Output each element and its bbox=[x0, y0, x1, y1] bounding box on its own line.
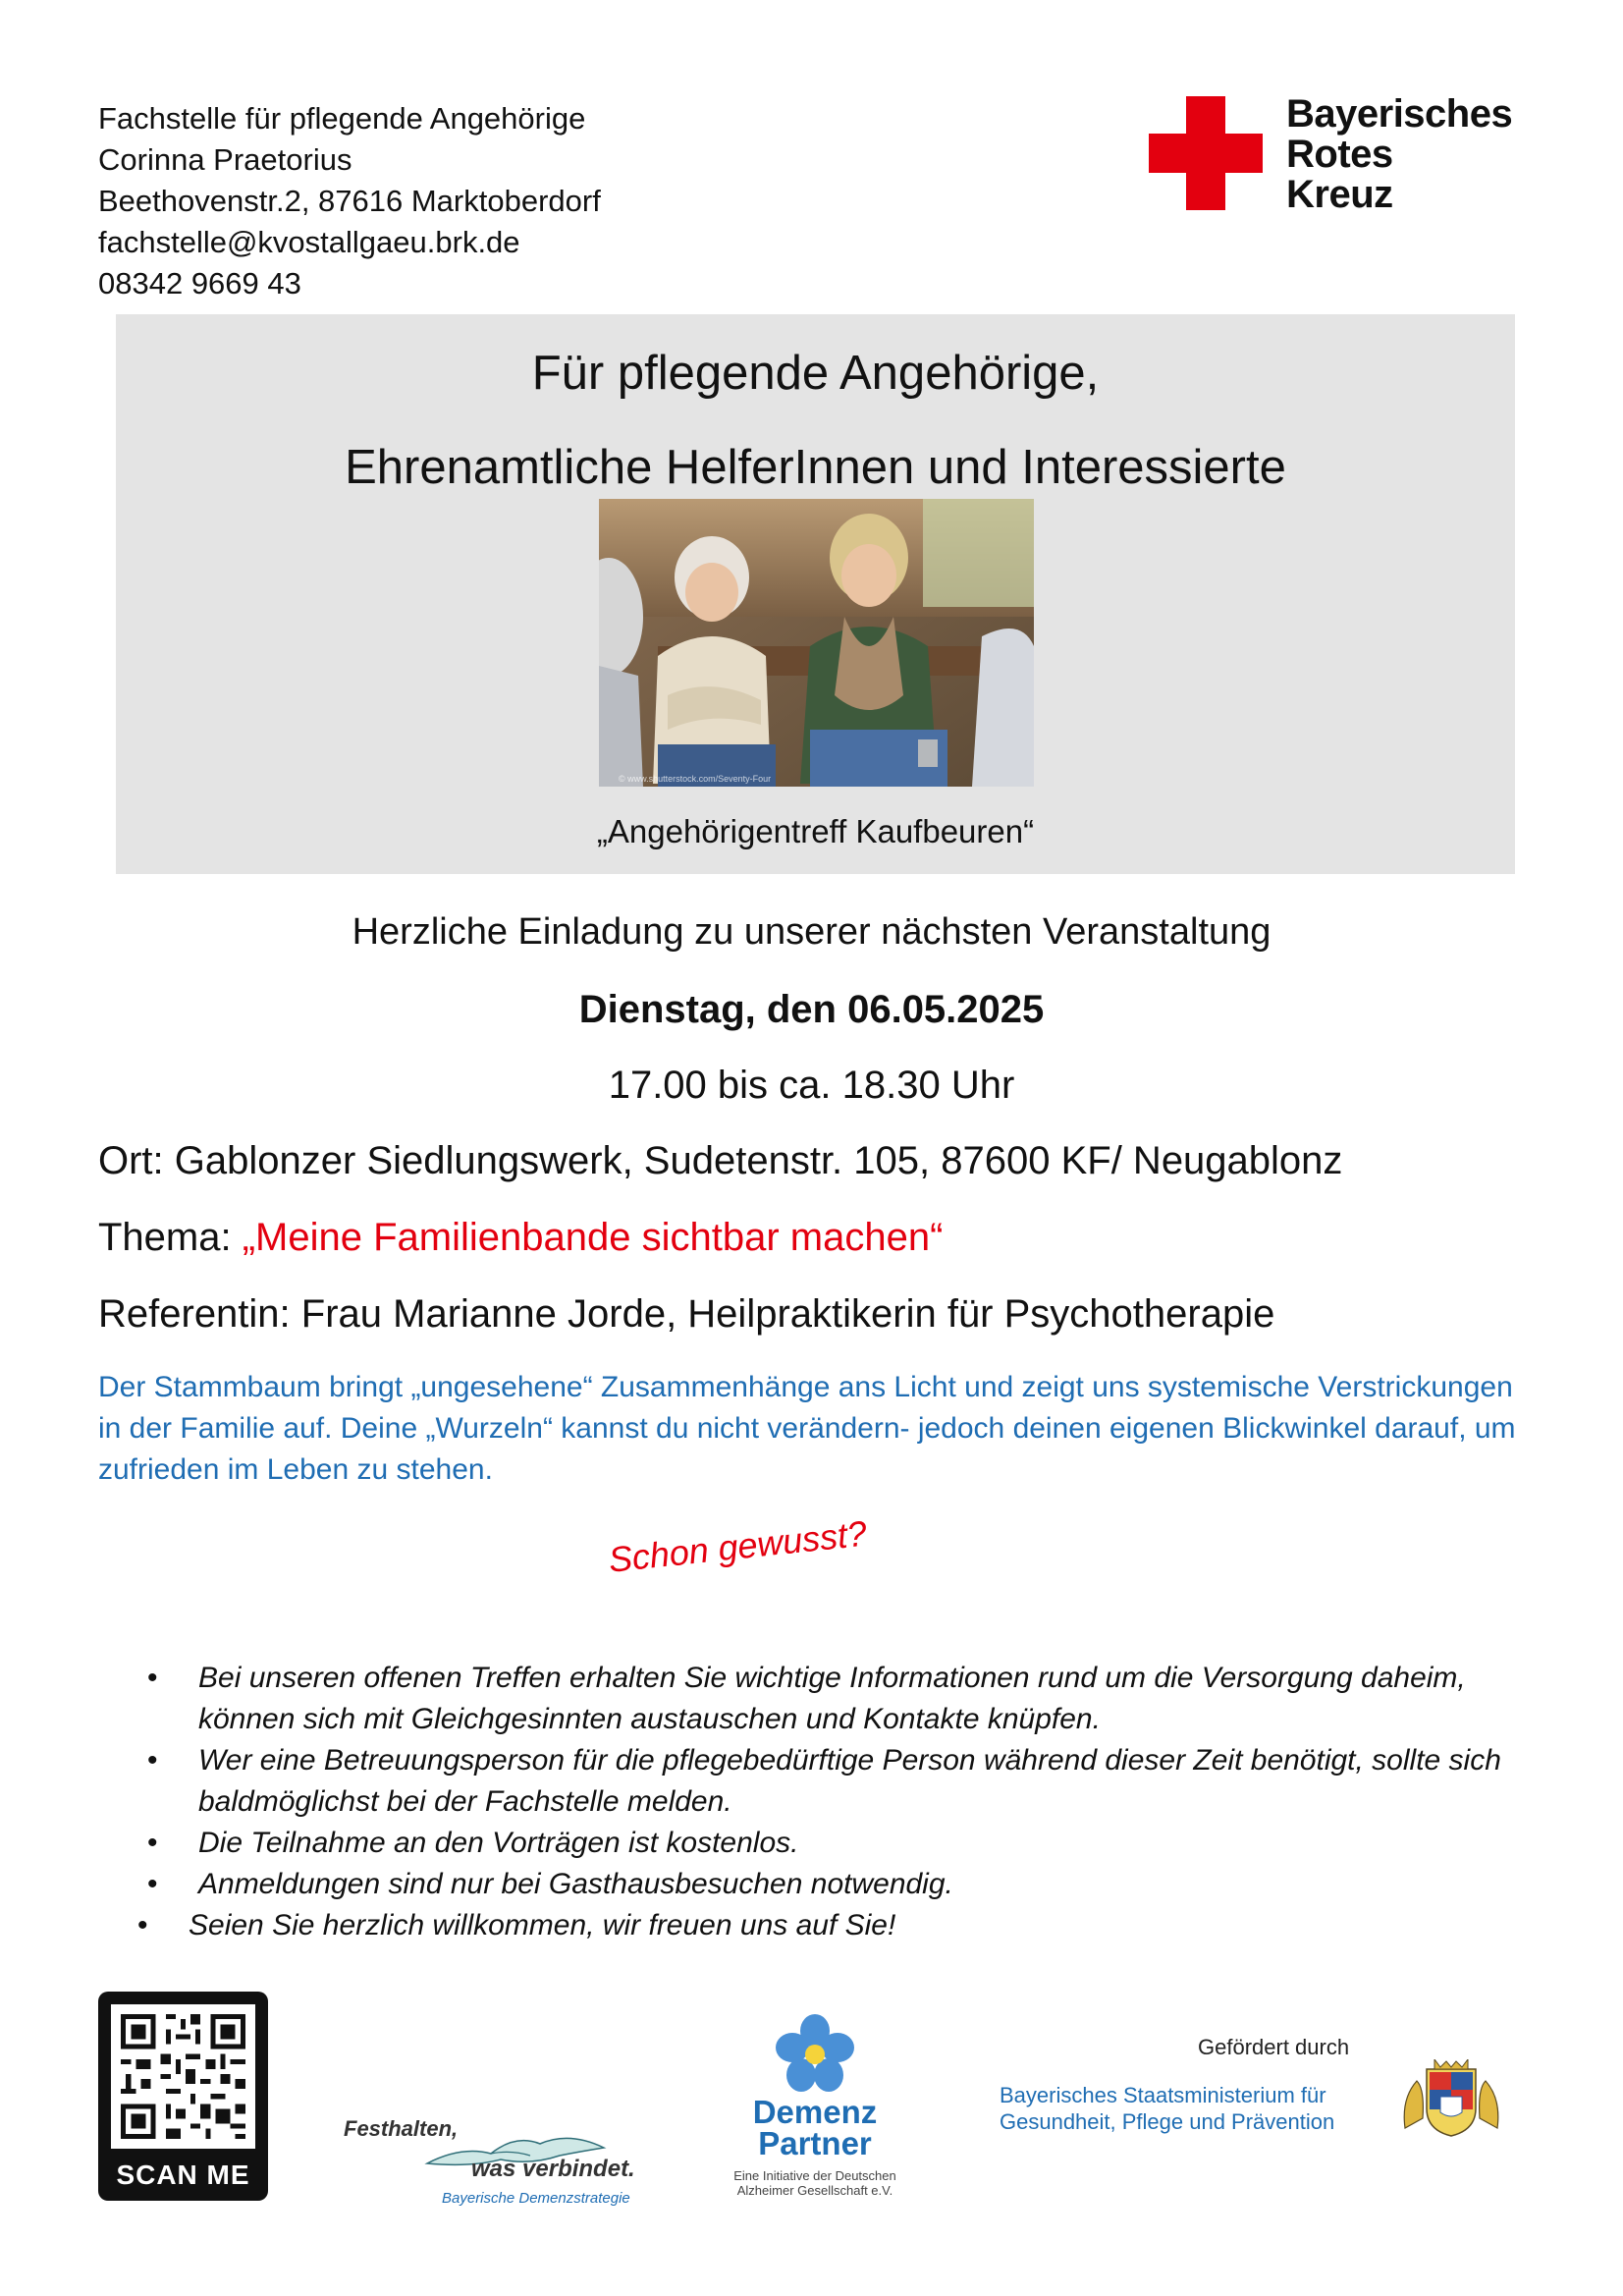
list-item: • Seien Sie herzlich willkommen, wir freuen uns auf Sie! bbox=[137, 1905, 1542, 1946]
event-topic bbox=[98, 1216, 943, 1260]
funded-by-label: Gefördert durch bbox=[1198, 2035, 1350, 2059]
contact-person: Corinna Praetorius bbox=[98, 142, 352, 177]
festhalten-text-2: was verbindet. bbox=[471, 2156, 635, 2182]
banner-title: Für pflegende Angehörige, Ehrenamtliche HelferInnen und Interessierte bbox=[345, 347, 1286, 494]
invitation-text: Herzliche Einladung zu unserer nächsten Veranstaltung bbox=[352, 911, 1271, 953]
contact-org: Fachstelle für pflegende Angehörige bbox=[98, 101, 586, 136]
event-speaker: Referentin: Frau Marianne Jorde, Heilpraktikerin für Psychotherapie bbox=[98, 1292, 1275, 1336]
demenz-partner-name: Demenz Partner bbox=[752, 2094, 878, 2161]
banner-caption: „Angehörigentreff Kaufbeuren“ bbox=[596, 813, 1035, 849]
event-date: Dienstag, den 06.05.2025 bbox=[578, 988, 1045, 1031]
festhalten-subtitle: Bayerische Demenzstrategie bbox=[442, 2190, 630, 2207]
brk-logo bbox=[1149, 92, 1537, 219]
red-cross-icon bbox=[1149, 96, 1263, 210]
topic-label: Thema: bbox=[98, 1216, 243, 1259]
forget-me-not-icon bbox=[774, 2013, 856, 2096]
demenz-partner-subtitle: Eine Initiative der Deutschen Alzheimer Gesellschaft e.V. bbox=[733, 2168, 896, 2198]
ministry-funding bbox=[992, 2023, 1522, 2141]
bavarian-coat-of-arms-icon bbox=[1397, 2059, 1505, 2140]
title-banner bbox=[116, 314, 1515, 874]
seniors-photo bbox=[599, 499, 1034, 787]
event-description: Der Stammbaum bringt „ungesehene“ Zusammenhänge ans Licht und zeigt uns systemische Verstrickungen in der Familie auf. Deine „Wurzeln“ kannst du nicht verändern- jedoch deinen eigenen Blickwinkel darauf, um zufrieden im Leben zu stehen. bbox=[98, 1371, 1516, 1486]
photo-credit: © www.shutterstock.com/Seventy-Four bbox=[619, 774, 772, 784]
info-heading: Schon gewusst? bbox=[606, 1512, 869, 1580]
list-item: • Bei unseren offenen Treffen erhalten Sie wichtige Informationen rund um die Versorgung daheim, können sich mit Gleichgesinnten austauschen und Kontakte knüpfen. bbox=[147, 1658, 1542, 1740]
ministry-name: Bayerisches Staatsministerium für Gesundheit, Pflege und Prävention bbox=[1000, 2083, 1335, 2134]
festhalten-text: Festhalten, bbox=[344, 2116, 459, 2141]
brk-logo-text: Bayerisches Rotes Kreuz bbox=[1286, 92, 1513, 216]
list-item: • Die Teilnahme an den Vorträgen ist kostenlos. bbox=[147, 1823, 1542, 1864]
info-list bbox=[147, 1658, 1542, 1946]
qr-scan-label: SCAN ME bbox=[116, 2159, 250, 2190]
contact-phone: 08342 9669 43 bbox=[98, 266, 301, 301]
list-item: • Anmeldungen sind nur bei Gasthausbesuchen notwendig. bbox=[147, 1864, 1542, 1905]
event-time: 17.00 bis ca. 18.30 Uhr bbox=[608, 1064, 1015, 1107]
contact-email[interactable]: fachstelle@kvostallgaeu.brk.de bbox=[98, 225, 520, 259]
contact-block bbox=[98, 98, 601, 304]
list-item: • Wer eine Betreuungsperson für die pflegebedürftige Person während dieser Zeit benötigt, sollte sich baldmöglichst bei der Fachstelle melden. bbox=[147, 1740, 1542, 1823]
demenz-partner-logo bbox=[707, 2013, 923, 2200]
contact-address: Beethovenstr.2, 87616 Marktoberdorf bbox=[98, 184, 601, 218]
qr-code[interactable] bbox=[98, 1992, 268, 2201]
demenzstrategie-logo bbox=[344, 2116, 638, 2205]
topic-title: „Meine Familienbande sichtbar machen“ bbox=[242, 1216, 944, 1259]
event-location: Ort: Gablonzer Siedlungswerk, Sudetenstr. 105, 87600 KF/ Neugablonz bbox=[98, 1139, 1343, 1182]
qr-code-image bbox=[111, 2004, 255, 2149]
